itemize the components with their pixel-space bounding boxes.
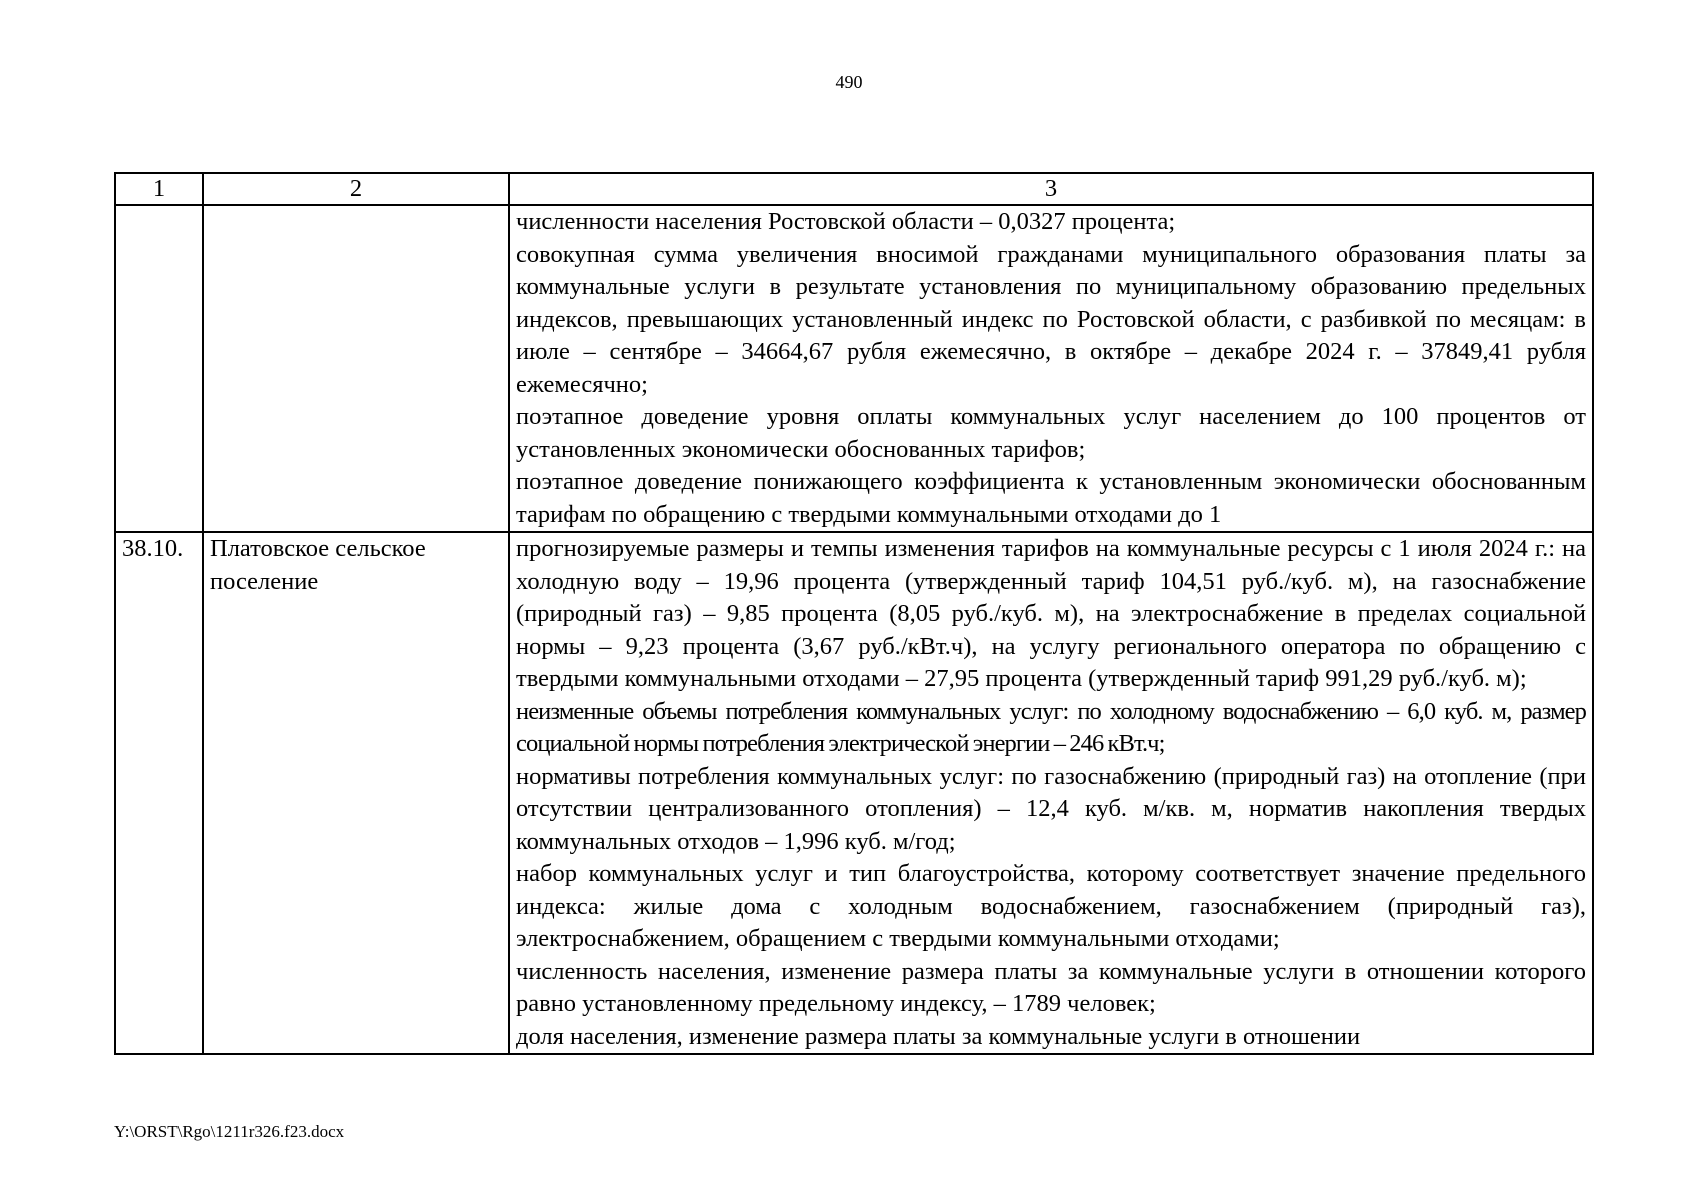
paragraph: поэтапное доведение уровня оплаты коммунальных услуг населением до 100 процентов от установленных экономически обоснованных тарифов; [516, 403, 1586, 463]
paragraph: нормативы потребления коммунальных услуг: по газоснабжению (природный газ) на отопление (при отсутствии централизованного отопления) – 12,4 куб. м/кв. м, норматив накопления твердых коммунальных отходов – 1,996 куб. м/год; [516, 762, 1586, 855]
paragraph: доля населения, изменение размера платы за коммунальные услуги в отношении [516, 1022, 1361, 1050]
header-cell-2: 2 [203, 173, 509, 205]
row-number-cell [115, 205, 203, 532]
table-header-row [115, 173, 1593, 205]
paragraph: численности населения Ростовской области – 0,0327 процента; [516, 208, 1176, 235]
paragraph: численность населения, изменение размера платы за коммунальные услуги в отношении которого равно установленному предельному индексу, – 1789 человек; [516, 957, 1586, 1017]
header-cell-3: 3 [509, 173, 1593, 205]
paragraph: неизменные объемы потребления коммунальных услуг: по холодному водоснабжению – 6,0 куб. м, размер социальной нормы потребления электрической энергии – 246 кВт.ч; [516, 697, 1586, 757]
table-row-continuation [115, 205, 1593, 532]
paragraph: совокупная сумма увеличения вносимой гражданами муниципального образования платы за коммунальные услуги в результате установления по муниципальному образованию предельных индексов, превышающих установленный индекс по Ростовской области, с разбивкой по месяцам: в июле – сентябре – 34664,67 рубля ежемесячно, в октябре – декабре 2024 г. – 37849,41 рубля ежемесячно; [516, 240, 1586, 398]
file-path-footer: Y:\ORST\Rgo\1211r326.f23.docx [114, 1122, 345, 1141]
tariff-table [114, 172, 1594, 1055]
paragraph: прогнозируемые размеры и темпы изменения тарифов на коммунальные ресурсы с 1 июля 2024 г.: на холодную воду – 19,96 процента (утвержденный тариф 104,51 руб./куб. м), на газоснабжение (природный газ) – 9,85 процента (8,05 руб./куб. м), на электроснабжение в пределах социальной нормы – 9,23 процента (3,67 руб./кВт.ч), на услугу регионального оператора по обращению с твердыми коммунальными отходами – 27,95 процента (утвержденный тариф 991,29 руб./куб. м); [516, 535, 1586, 692]
row-name-cell: Платовское сельское поселение [203, 532, 509, 1054]
row-number-cell: 38.10. [115, 532, 203, 1054]
paragraph: набор коммунальных услуг и тип благоустройства, которому соответствует значение предельного индекса: жилые дома с холодным водоснабжением, газоснабжением (природный газ), электроснабжением, обращением с твердыми коммунальными отходами; [516, 860, 1586, 952]
row-name-cell [203, 205, 509, 532]
row-text-cell [509, 205, 1593, 532]
paragraph: поэтапное доведение понижающего коэффициента к установленным экономически обоснованным тарифам по обращению с твердыми коммунальными отходами до 1 [516, 468, 1586, 528]
page-number: 490 [835, 72, 863, 92]
row-text-cell [509, 532, 1593, 1054]
table-row-38-10 [115, 532, 1593, 1054]
header-cell-1: 1 [115, 173, 203, 205]
